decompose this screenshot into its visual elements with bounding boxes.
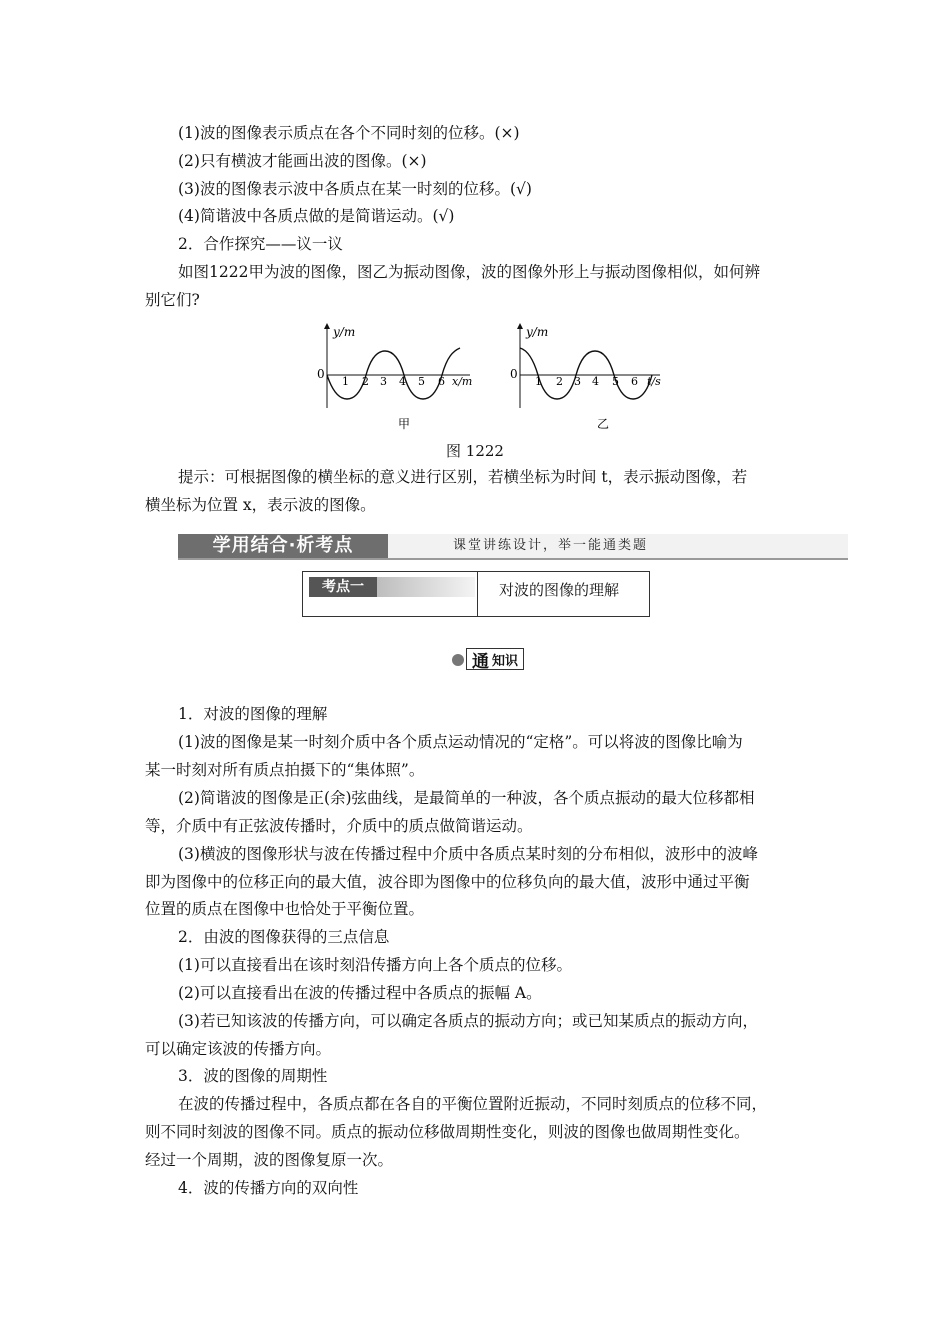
banner-title: 学用结合·析考点: [178, 534, 388, 558]
hint-line-2: 横坐标为位置 x，表示波的图像。: [145, 496, 376, 514]
left-x-label: x/m: [452, 375, 473, 388]
right-tick-4: 4: [592, 375, 599, 388]
section-banner: [178, 534, 848, 560]
body-line-13: 可以确定该波的传播方向。: [145, 1040, 332, 1058]
body-line-14: 3．波的图像的周期性: [178, 1067, 328, 1085]
kaodian-label: 考点一: [309, 577, 377, 597]
judge-item-4: (4)简谐波中各质点做的是简谐运动。(√): [178, 207, 455, 225]
section-heading: 2．合作探究——议一议: [178, 235, 343, 253]
body-line-2: (1)波的图像是某一时刻介质中各个质点运动情况的“定格”。可以将波的图像比喻为: [178, 733, 743, 751]
body-line-17: 经过一个周期，波的图像复原一次。: [145, 1151, 394, 1169]
vibration-graph: [510, 325, 661, 431]
left-tick-2: 2: [362, 375, 369, 388]
body-line-3: 某一时刻对所有质点拍摄下的“集体照”。: [145, 761, 425, 779]
body-line-18: 4．波的传播方向的双向性: [178, 1179, 359, 1197]
badge-dot-icon: [452, 654, 464, 666]
right-x-label: t/s: [647, 375, 661, 388]
right-y-label: y/m: [526, 325, 549, 339]
body-line-1: 1．对波的图像的理解: [178, 705, 328, 723]
body-line-6: (3)横波的图像形状与波在传播过程中介质中各质点某时刻的分布相似，波形中的波峰: [178, 845, 758, 863]
body-line-15: 在波的传播过程中，各质点都在各自的平衡位置附近振动，不同时刻质点的位移不同，: [178, 1095, 768, 1113]
kaodian-divider: [477, 572, 478, 616]
tong-zhishi-badge: [452, 648, 524, 670]
judge-item-1: (1)波的图像表示质点在各个不同时刻的位移。(×): [178, 124, 520, 142]
right-tick-3: 3: [574, 375, 581, 388]
body-line-16: 则不同时刻波的图像不同。质点的振动位移做周期性变化，则波的图像也做周期性变化。: [145, 1123, 750, 1141]
right-origin: 0: [510, 367, 518, 381]
right-tick-6: 6: [631, 375, 638, 388]
right-graph-name: 乙: [597, 417, 610, 431]
left-y-label: y/m: [333, 325, 356, 339]
judge-item-2: (2)只有横波才能画出波的图像。(×): [178, 152, 427, 170]
body-line-4: (2)简谐波的图像是正(余)弦曲线，是最简单的一种波，各个质点振动的最大位移都相: [178, 789, 755, 807]
tong-big-char: 通: [472, 651, 489, 672]
body-line-10: (1)可以直接看出在该时刻沿传播方向上各个质点的位移。: [178, 956, 572, 974]
kaodian-title: 对波的图像的理解: [499, 581, 620, 599]
right-tick-1: 1: [535, 375, 542, 388]
wave-graph: [317, 325, 472, 431]
vibration-curve: [520, 348, 652, 399]
kaodian-box: [302, 571, 650, 617]
tong-box: [466, 648, 524, 670]
left-origin: 0: [317, 367, 325, 381]
question-line-1: 如图1222甲为波的图像，图乙为振动图像，波的图像外形上与振动图像相似，如何辨: [178, 263, 760, 281]
body-line-11: (2)可以直接看出在波的传播过程中各质点的振幅 A。: [178, 984, 542, 1002]
wave-curve: [327, 348, 460, 399]
kaodian-shade: [377, 577, 475, 597]
body-line-7: 即为图像中的位移正向的最大值，波谷即为图像中的位移负向的最大值，波形中通过平衡: [145, 873, 750, 891]
banner-subtitle: 课堂讲练设计，举一能通类题: [453, 538, 649, 553]
body-line-9: 2．由波的图像获得的三点信息: [178, 928, 390, 946]
left-graph-name: 甲: [398, 417, 411, 431]
right-tick-2: 2: [556, 375, 563, 388]
right-tick-5: 5: [612, 375, 619, 388]
question-line-2: 别它们?: [145, 291, 200, 309]
body-line-5: 等，介质中有正弦波传播时，介质中的质点做简谐运动。: [145, 817, 533, 835]
hint-line-1: 提示：可根据图像的横坐标的意义进行区别，若横坐标为时间 t，表示振动图像，若: [178, 468, 748, 486]
left-tick-4: 4: [399, 375, 406, 388]
left-tick-6: 6: [438, 375, 445, 388]
left-tick-1: 1: [342, 375, 349, 388]
body-line-8: 位置的质点在图像中也恰处于平衡位置。: [145, 900, 425, 918]
wave-figure: [300, 318, 700, 436]
judge-item-3: (3)波的图像表示波中各质点在某一时刻的位移。(√): [178, 180, 532, 198]
body-line-12: (3)若已知该波的传播方向，可以确定各质点的振动方向；或已知某质点的振动方向，: [178, 1012, 758, 1030]
left-tick-3: 3: [380, 375, 387, 388]
figure-caption: 图 1222: [446, 442, 504, 460]
tong-small-text: 知识: [492, 653, 519, 669]
left-tick-5: 5: [418, 375, 425, 388]
